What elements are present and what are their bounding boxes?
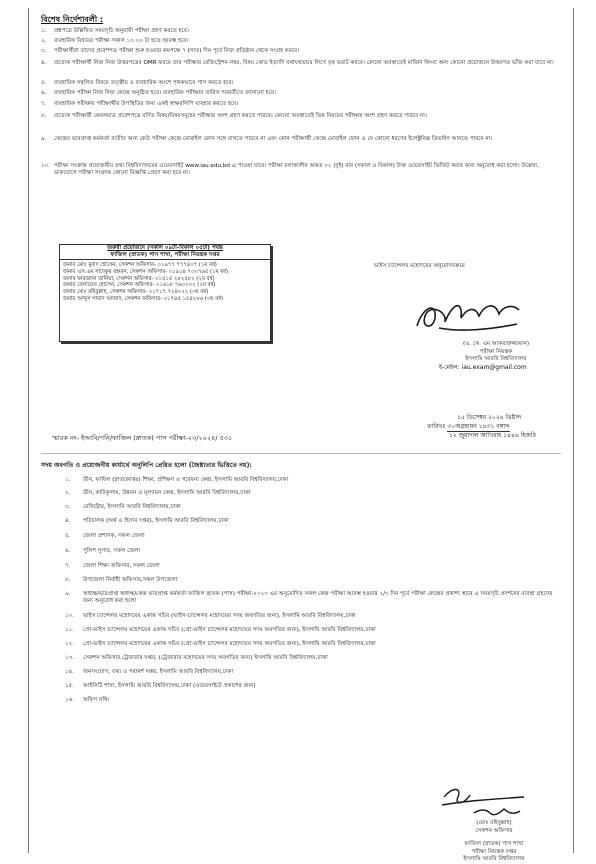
contact-line: জনাব মোঃ মুরাদ হোসেন, সেকশন অফিসার- ০১৯৭৭ ৭৭৭৪০৭ (১ম বর্ষ)	[63, 262, 217, 268]
contact-line: জনাব ফারজানা তানিয়া, সেকশন অফিসার- ০১৫১৫ ২৮২৫৮২ (২য় বর্ষ)	[63, 275, 215, 282]
copy-text: রেজিস্ট্রার, ইসলামি আরবি বিশ্ববিদ্যালয়,ঢাকা	[83, 504, 181, 510]
section-officer-dept: ফাজিল (স্নাতক) পাস শাখা	[464, 841, 524, 848]
date-bangla: ৩০অগ্রহায়ন ১৪৩১ বঙ্গাব্দ	[447, 423, 509, 433]
instruction-text: প্রত্যেক পরীক্ষার্থী নিজ নিজ উত্তরপত্রের OMR ফরমে তার পরীক্ষার রেজিস্ট্রেশন নম্বর, বিষয় কোড ইত্যাদি যথাযথভাবে লিখে বৃত্ত ভরাট করবে। কোনো অবস্থাতেই মার্জিন কিংবা অন্য কোনো প্রয়োজনে উত্তরপত্র ভাঁজ করা যাবে না।	[54, 60, 554, 66]
copy-text: জেলা শিক্ষা অফিসার, সকল জেলা	[83, 563, 160, 569]
copy-text: অফিস নথি।	[83, 697, 110, 703]
instruction-text: পরীক্ষা সংক্রান্ত প্রয়োজনীয় তথ্য বিশ্ববিদ্যালয়ের ওয়েবসাইট www.iau.edu.bd এ্র পাওয়া যাবে। পরীক্ষা চলাকালীন অন্তত ০২ (দুই) বার (সকাল ও বিকাল) উক্ত ওয়েবসাইট ভিজিট করার জন্য অনুরোধ করা হলো। উল্লেখ্য, ডাকযোগে পরীক্ষা সংক্রান্ত কোনো বিজ্ঞপ্তি প্রেরণ করা হবে না।	[54, 163, 540, 177]
copy-text: প্রো-ভাইস চ্যান্সেলর মহোদয়ের একান্ত সচিব (প্রো-ভাইস চ্যান্সেলর মহোদয়ের সদয় অবগতির জন্য), ইসলামি আরবি বিশ্ববিদ্যালয়,ঢাকা	[83, 627, 376, 633]
copy-text: জনসংযোগ, তথ্য ও পরামর্শ দপ্তর, ইসলামি আরবি বিশ্ববিদ্যালয়,ঢাকা	[83, 669, 234, 675]
instruction-text: ব্যবহারিক বিষয়ের পরীক্ষা সকাল ১০.০০ টা হতে আরম্ভ হবে।	[54, 38, 189, 44]
document-page: বিশেষ নির্দেশাবলী : ১. প্রশ্নপত্রে উল্লিখিত সময়সূচি অনুযায়ী পরীক্ষা গ্রহণ করতে হবে। ২. ব্যবহারিক বিষয়ের পরীক্ষা সকাল ১০.০০ টা হতে আরম্ভ হবে। ৩. পরীক্ষার্থীরা তাদের প্রবেশপত্র পরীক্ষা শুরু হওয়ার কমপক্ষে ৭ (সাত) দিন পূর্বে নিজ প্রতিষ্ঠান থেকে সংগ্রহ করবে। ৪. প্রত্যেক পরীক্ষার্থী নিজ নিজ উত্তরপত্রের OMR ফরমে তার পরীক্ষার রেজিস্ট্রেশন নম্বর, বিষয় কোড ইত্যাদি যথাযথভাবে লিখে বৃত্ত ভরাট করবে। কোনো অবস্থাতেই মার্জিন কিংবা অন্য কোনো প্রয়োজনে উত্তরপত্র ভাঁজ করা যাবে না। ৫. ব্যবহারিক সম্বলিত বিষয়ে তত্ত্বীয় ও ব্যবহারিক অংশে পৃথকভাবে পাস করতে হবে। ৬. ব্যবহারিক পরীক্ষা নিজ নিজ কেন্দ্রে অনুষ্ঠিত হবে। ব্যবহারিক পরীক্ষার তারিখ পরবর্তীতে জানানো হবে। ৭. ব্যবহারিক পরীক্ষায় পরীক্ষার্থীর উপস্থিতির জন্য একই স্বাক্ষরলিপি ব্যবহার করতে হবে। ৮. প্রত্যেক পরীক্ষার্থী কেবলমাত্র প্রবেশপত্রে বর্ণিত বিষয়/বিষয়সমূহের পরীক্ষায় অংশ গ্রহণ করতে পারবে। কোনো অবস্থাতেই ভিন্ন বিষয়ের পরীক্ষায় অংশ গ্রহণ করতে পারবে না। ৯. কেন্দ্রের ভারপ্রাপ্ত কর্মকর্তা ব্যতীত অন্য কেউ পরীক্ষা কেন্দ্রে মোবাইল ফোন সঙ্গে রাখতে পারবে না এবং কোন পরীক্ষার্থী কেন্দ্রে মোবাইল ফোন ও যে কোনো ধরণের ইলেক্ট্রনিক্স ডিভাইস আনতে পারবে না। ১০. পরীক্ষা সংক্রান্ত প্রয়োজনীয় তথ্য বিশ্ববিদ্যালয়ের ওয়েবসাইট www.iau.edu.bd এ্র পাওয়া যাবে। পরীক্ষা চলাকালীন অন্তত ০২ (দুই) বার (সকাল ও বিকাল) উক্ত ওয়েবসাইট ভিজিট করার জন্য অনুরোধ করা হলো। উল্লেখ্য, ডাকযোগে পরীক্ষা সংক্রান্ত কোনো বিজ্ঞপ্তি প্রেরণ করা হবে না। জরুরী প্রয়োজনে (সকাল ০৯টা-বিকাল ০৫টা) পর্যন্ত ফাজিল (স্নাতক) পাস শাখা, পরীক্ষা নিয়ন্ত্রক দপ্তর জনাব মোঃ মুরাদ হোসেন, সেকশন অফিসার- ০১৯৭৭ ৭৭৭৪০৭ (১ম বর্ষ) জনাব এস.এম সাদেকুর রহমান, সেকশন অফিসার- ০১৯১৪ ৭৩০৭৬৫ (১ম বর্ষ) জনাব ফারজানা তানিয়া, সেকশন অফিসার- ০১৫১৫ ২৮২৫৮২ (২য় বর্ষ) জনাব বেলায়েত হোসেন, সেকশন অফিসার- ০১৬১৮ ৭৬০০০২ (২য় বর্ষ) জনাব মোঃ মহিবুল্লাহ, সেকশন অফিসার- ০১৭১৭ ৭২৪০২২ (৩য় বর্ষ) জনাব আব্দুস সামাদ আজাদ, সেকশন অফিসার- ০১৭৪৫ ১৫৪২৮৬ (৩য় বর্ষ) ভাইস চ্যান্সেলর মহোদয়ের অনুমোদনক্রমে (এ. কে. এম আকরারুজ্জামান) পরীক্ষা নিয়ন্ত্রক ইসলামি আরবি বিশ্ববিদ্যালয় ই-মেইল: iau.exam@gmail.com ১৫ ডিসেম্বর ২০২৪ খ্রিষ্টাব্দ তারিখঃ ৩০অগ্রহায়ন ১৪৩১ বঙ্গাব্দ ১২ জুমাদাল আখিরাহ ১৪৪৬ হিজরি স্মারক নং- ইআবি/পনি/ফাজিল (স্নাতক) পাস পরীক্ষা-২৩/২০২৪/ ৫৩১ সদয় অবগতি ও প্রয়োজনীয় কার্যার্থে অনুলিপি প্রেরিত হলো (জৈষ্ঠ্যতার ভিত্তিতে নয়): ১. ডীন, ফাযিল (স্নাতকোত্তর) শিক্ষা, প্রশিক্ষণ ও গবেষনা কেন্দ্র, ইসলামি আরবি বিশ্ববিদ্যালয়,ঢাকা ২. ডীন, কারিকুলাম, উন্নয়ন ও মূল্যায়ন কেন্দ্র, ইসলামি আরবি বিশ্ববিদ্যালয়,ঢাকা ৩. রেজিস্ট্রার, ইসলামি আরবি বিশ্ববিদ্যালয়,ঢাকা ৪. পরিচালক (অর্থ ও হিসাব দপ্তর), ইসলামি আরবি বিশ্ববিদ্যালয়,ঢাকা ৫. জেলা প্রশাসক, সকল জেলা ৬. পুলিশ সুপার, সকল জেলা ৭. জেলা শিক্ষা অফিসার, সকল জেলা ৮. উপজেলা নির্বাহী অফিসার,সকল উপজেলা ৯. অধ্যক্ষ/ভারপ্রাপ্ত অধ্যক্ষ/কেন্দ্র ভারপ্রাপ্ত কর্মকর্তা ফাজিল স্নাতক (পাস) পরীক্ষা-২০২৩ এর অনুমোদিত সকল কেন্দ্র পরীক্ষা আরম্ভ হওয়ার ২/৩ দিন পূর্বে পরীক্ষা কেন্দ্রের প্রকাশ্য স্থানে এ সময়সূচি প্রদর্শনের ব্যবস্থা গ্রহণের জন্য অনুরোধ করা হলো ১০. ভাইস চ্যান্সেলর মহোদয়ের একান্ত সচিব (ভাইস-চ্যান্সেলর মহোদয়ের সদয় অবগতির জন্য), ইসলামি আরবি বিশ্ববিদ্যালয়,ঢাকা ১১. প্রো-ভাইস চ্যান্সেলর মহোদয়ের একান্ত সচিব (প্রো-ভাইস চ্যান্সেলর মহোদয়ের সদয় অবগতির জন্য), ইসলামি আরবি বিশ্ববিদ্যালয়,ঢাকা ১২. প্রো-ভাইস চ্যান্সেলর মহোদয়ের একান্ত সচিব (প্রো-ভাইস চ্যান্সেলর মহোদয়ের সদয় অবগতির জন্য), ইসলামি আরবি বিশ্ববিদ্যালয়,ঢাকা ১৩. সেকশন অফিসার,ট্রেজারার দপ্তর, (ট্রেজারার মহোদয়ের সদয় অবগতির জন্য) ইসলামি আরবি বিশ্ববিদ্যালয়,ঢাকা ১৪. জনসংযোগ, তথ্য ও পরামর্শ দপ্তর, ইসলামি আরবি বিশ্ববিদ্যালয়,ঢাকা ১৫. আইসিটি শাখা, ইসলামি আরবি বিশ্ববিদ্যালয়,ঢাকা (ওয়েবসাইটে প্রকাশের জন্য) ১৬. অফিস নথি। (মোঃ মহিবুল্লাহ) সেকশন অফিসার ফাজিল (স্নাতক) পাস শাখা পরীক্ষা নিয়ন্ত্রক দপ্তর ইসলামি আরবি বিশ্ববিদ্যালয়	[28, 8, 574, 853]
section-officer-signature-block	[429, 788, 559, 864]
instruction-text: পরীক্ষার্থীরা তাদের প্রবেশপত্র পরীক্ষা শুরু হওয়ার কমপক্ষে ৭ (সাত) দিন পূর্বে নিজ প্রতিষ্ঠান থেকে সংগ্রহ করবে।	[54, 48, 300, 54]
approval-text: ভাইস চ্যান্সেলর মহোদয়ের অনুমোদনক্রমে	[374, 263, 465, 269]
instruction-text: ব্যবহারিক পরীক্ষা নিজ নিজ কেন্দ্রে অনুষ্ঠিত হবে। ব্যবহারিক পরীক্ষার তারিখ পরবর্তীতে জানানো হবে।	[54, 90, 276, 96]
instruction-text: প্রশ্নপত্রে উল্লিখিত সময়সূচি অনুযায়ী পরীক্ষা গ্রহণ করতে হবে।	[54, 28, 189, 34]
copy-text: ডীন, ফাযিল (স্নাতকোত্তর) শিক্ষা, প্রশিক্ষণ ও গবেষনা কেন্দ্র, ইসলামি আরবি বিশ্ববিদ্যালয়,ঢাকা	[83, 477, 289, 483]
section-officer-title: সেকশন অফিসার	[475, 827, 513, 834]
instruction-text: প্রত্যেক পরীক্ষার্থী কেবলমাত্র প্রবেশপত্রে বর্ণিত বিষয়/বিষয়সমূহের পরীক্ষায় অংশ গ্রহণ করতে পারবে। কোনো অবস্থাতেই ভিন্ন বিষয়ের পরীক্ষায় অংশ গ্রহণ করতে পারবে না।	[54, 113, 427, 119]
instruction-text: কেন্দ্রের ভারপ্রাপ্ত কর্মকর্তা ব্যতীত অন্য কেউ পরীক্ষা কেন্দ্রে মোবাইল ফোন সঙ্গে রাখতে পারবে না এবং কোন পরীক্ষার্থী কেন্দ্রে মোবাইল ফোন ও যে কোনো ধরণের ইলেক্ট্রনিক্স ডিভাইস আনতে পারবে না।	[54, 136, 493, 142]
copy-text: প্রো-ভাইস চ্যান্সেলর মহোদয়ের একান্ত সচিব (প্রো-ভাইস চ্যান্সেলর মহোদয়ের সদয় অবগতির জন্য), ইসলামি আরবি বিশ্ববিদ্যালয়,ঢাকা	[83, 641, 376, 647]
controller-email: ই-মেইল: iau.exam@gmail.com	[439, 363, 527, 371]
copy-text: আইসিটি শাখা, ইসলামি আরবি বিশ্ববিদ্যালয়,ঢাকা (ওয়েবসাইটে প্রকাশের জন্য)	[83, 683, 256, 689]
section-officer-office: পরীক্ষা নিয়ন্ত্রক দপ্তর	[471, 848, 517, 855]
controller-signature-icon	[409, 288, 529, 338]
contact-box-title: জরুরী প্রয়োজনে (সকাল ০৯টা-বিকাল ০৫টা) পর্যন্ত	[107, 245, 223, 251]
memo-number: স্মারক নং- ইআবি/পনি/ফাজিল (স্নাতক) পাস পরীক্ষা-২৩/২০২৪/ ৫৩১	[52, 434, 233, 442]
contact-line: জনাব মোঃ মহিবুল্লাহ, সেকশন অফিসার- ০১৭১৭ ৭২৪০২২ (৩য় বর্ষ)	[63, 289, 209, 296]
controller-details	[421, 341, 571, 371]
copy-text: ভাইস চ্যান্সেলর মহোদয়ের একান্ত সচিব (ভাইস-চ্যান্সেলর মহোদয়ের সদয় অবগতির জন্য), ইসলামি আরবি বিশ্ববিদ্যালয়,ঢাকা	[83, 613, 356, 619]
controller-org: ইসলামি আরবি বিশ্ববিদ্যালয়	[465, 356, 527, 363]
contact-box-subtitle: ফাজিল (স্নাতক) পাস শাখা, পরীক্ষা নিয়ন্ত্রক দপ্তর	[60, 252, 270, 260]
section-officer-org: ইসলামি আরবি বিশ্ববিদ্যালয়	[463, 856, 525, 863]
instruction-text: ব্যবহারিক পরীক্ষায় পরীক্ষার্থীর উপস্থিতির জন্য একই স্বাক্ষরলিপি ব্যবহার করতে হবে।	[54, 101, 239, 107]
contact-line: জনাব বেলায়েত হোসেন, সেকশন অফিসার- ০১৬১৮ ৭৬০০০২ (২য় বর্ষ)	[63, 282, 216, 289]
controller-title: পরীক্ষা নিয়ন্ত্রক	[479, 348, 513, 355]
instructions-heading: বিশেষ নির্দেশাবলী :	[41, 15, 104, 24]
date-block	[427, 414, 536, 441]
contact-line: জনাব এস.এম সাদেকুর রহমান, সেকশন অফিসার- ০১৯১৪ ৭৩০৭৬৫ (১ম বর্ষ)	[63, 268, 229, 275]
copy-text: পুলিশ সুপার, সকল জেলা	[83, 548, 141, 554]
date-gregorian: ১৫ ডিসেম্বর ২০২৪ খ্রিষ্টাব্দ	[457, 414, 522, 421]
copy-heading: সদয় অবগতি ও প্রয়োজনীয় কার্যার্থে অনুলিপি প্রেরিত হলো (জৈষ্ঠ্যতার ভিত্তিতে নয়):	[41, 462, 252, 469]
section-divider	[41, 453, 561, 454]
section-officer-name: (মোঃ মহিবুল্লাহ)	[476, 820, 512, 826]
copy-text: পরিচালক (অর্থ ও হিসাব দপ্তর), ইসলামি আরবি বিশ্ববিদ্যালয়,ঢাকা	[83, 518, 229, 524]
instruction-text: ব্যবহারিক সম্বলিত বিষয়ে তত্ত্বীয় ও ব্যবহারিক অংশে পৃথকভাবে পাস করতে হবে।	[54, 80, 234, 86]
copy-text: সেকশন অফিসার,ট্রেজারার দপ্তর, (ট্রেজারার মহোদয়ের সদয় অবগতির জন্য) ইসলামি আরবি বিশ্ববিদ্যালয়,ঢাকা	[83, 655, 328, 661]
date-hijri: ১২ জুমাদাল আখিরাহ ১৪৪৬ হিজরি	[449, 432, 536, 439]
copy-text: ডীন, কারিকুলাম, উন্নয়ন ও মূল্যায়ন কেন্দ্র, ইসলামি আরবি বিশ্ববিদ্যালয়,ঢাকা	[83, 490, 251, 496]
copy-text: উপজেলা নির্বাহী অফিসার,সকল উপজেলা	[83, 577, 178, 583]
contact-line: জনাব আব্দুস সামাদ আজাদ, সেকশন অফিসার- ০১৭৪৫ ১৫৪২৮৬ (৩য় বর্ষ)	[63, 295, 224, 302]
copy-text: অধ্যক্ষ/ভারপ্রাপ্ত অধ্যক্ষ/কেন্দ্র ভারপ্রাপ্ত কর্মকর্তা ফাজিল স্নাতক (পাস) পরীক্ষা-২০২৩ এর অনুমোদিত সকল কেন্দ্র পরীক্ষা আরম্ভ হওয়ার ২/৩ দিন পূর্বে পরীক্ষা কেন্দ্রের প্রকাশ্য স্থানে এ সময়সূচি প্রদর্শনের ব্যবস্থা গ্রহণের জন্য অনুরোধ করা হলো	[83, 591, 553, 604]
date-label: তারিখঃ	[427, 422, 446, 430]
controller-name: (এ. কে. এম আকরারুজ্জামান)	[462, 341, 530, 347]
emergency-contact-box	[59, 244, 271, 342]
copy-text: জেলা প্রশাসক, সকল জেলা	[83, 533, 145, 539]
